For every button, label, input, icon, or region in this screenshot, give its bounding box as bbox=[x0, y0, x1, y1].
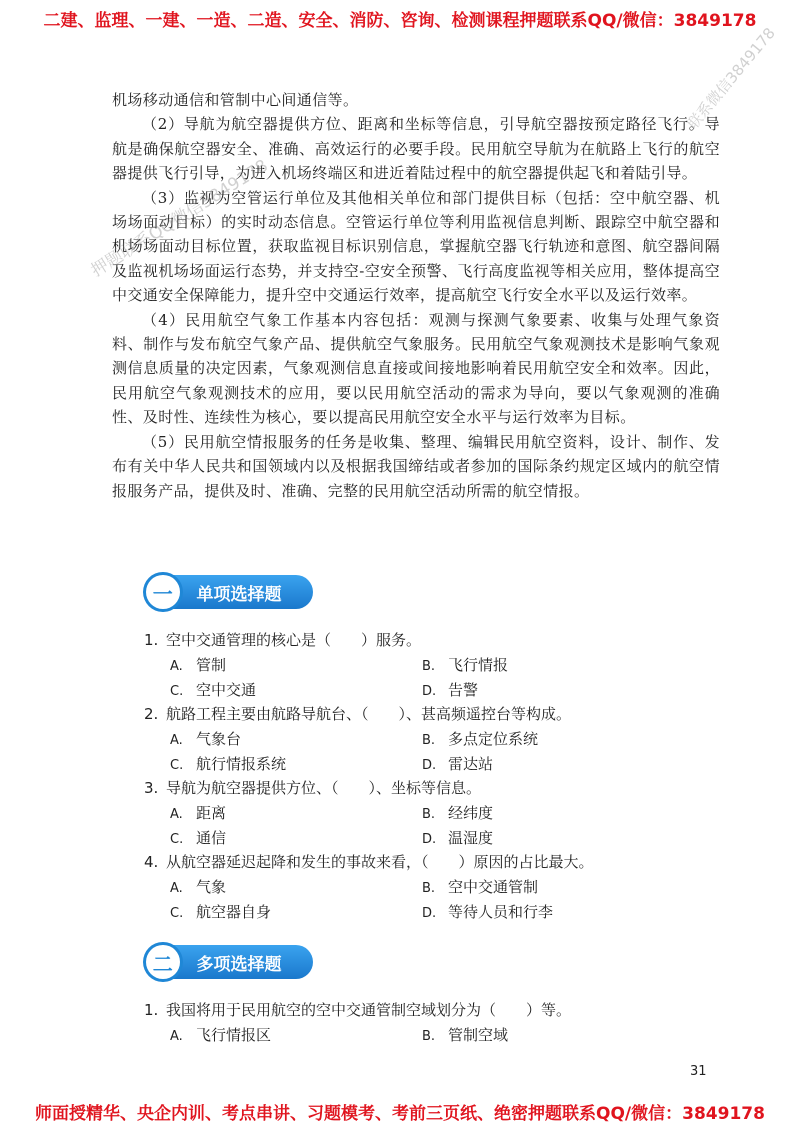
section-title: 多项选择题 bbox=[169, 945, 313, 979]
option bbox=[170, 727, 422, 754]
option-letter: B. bbox=[422, 1029, 436, 1044]
option-letter: B. bbox=[422, 807, 436, 822]
option-text: 等待人员和行李 bbox=[448, 902, 554, 921]
option-letter: C. bbox=[170, 831, 184, 847]
option bbox=[170, 801, 422, 828]
option bbox=[422, 678, 674, 705]
option-row bbox=[144, 727, 724, 752]
paragraph-surveillance: （3）监视为空管运行单位及其他相关单位和部门提供目标（包括：空中航空器、机场场面动目标）的实时动态信息。空管运行单位等利用监视信息判断、跟踪空中航空器和机场场面动目标位置，获取监视目标识别信息，掌握航空器飞行轨迹和意图、航空器间隔及监视机场场面运行态势，并支持空-空安全预警、飞行高度监视等相关应用，整体提高空中交通安全保障能力，提升空中交通运行效率，提高航空飞行安全水平以及运行效率。 bbox=[112, 188, 720, 305]
option-letter: A. bbox=[170, 733, 183, 748]
option-text: 距离 bbox=[196, 804, 227, 822]
option-text: 雷达站 bbox=[448, 754, 494, 773]
paragraph-continued: 机场移动通信和管制中心间通信等。 bbox=[112, 91, 359, 109]
option-letter: C. bbox=[170, 757, 184, 773]
option-letter: A. bbox=[170, 807, 183, 822]
watermark: 押题联系QQ微信3849178 bbox=[87, 155, 272, 282]
option bbox=[422, 653, 674, 680]
option-text: 飞行情报 bbox=[448, 656, 509, 674]
paragraph-meteorology: （4）民用航空气象工作基本内容包括：观测与探测气象要素、收集与处理气象资料、制作与发布航空气象产品、提供航空气象服务。民用航空气象观测技术是影响气象观测信息质量的决定因素，气象观测信息直接或间接地影响着民用航空安全和效率。因此，民用航空气象观测技术的应用，要以民用航空活动的需求为导向，要以气象观测的准确性、及时性、连续性为核心，要以提高民用航空安全水平与运行效率为目标。 bbox=[112, 310, 720, 427]
option-text: 飞行情报区 bbox=[196, 1026, 272, 1044]
option-letter: D. bbox=[422, 757, 437, 773]
option-text: 空中交通管制 bbox=[448, 878, 539, 896]
question-text: 空中交通管理的核心是（ ）服务。 bbox=[166, 631, 422, 649]
option-text: 经纬度 bbox=[448, 804, 494, 822]
option-text: 气象台 bbox=[196, 730, 242, 748]
option-row bbox=[144, 801, 724, 826]
option-row bbox=[144, 1023, 724, 1048]
paragraph-navigation: （2）导航为航空器提供方位、距离和坐标等信息，引导航空器按预定路径飞行。导航是确保航空器安全、准确、高效运行的必要手段。民用航空导航为在航路上飞行的航空器提供飞行引导，为进入机场终端区和进近着陆过程中的航空器提供起飞和着陆引导。 bbox=[112, 115, 720, 183]
question-number: 1. bbox=[144, 631, 159, 649]
option-text: 温湿度 bbox=[448, 828, 494, 847]
option-letter: D. bbox=[422, 683, 437, 699]
option-text: 告警 bbox=[448, 680, 479, 699]
option-letter: A. bbox=[170, 881, 183, 896]
section-multiple-choice-header bbox=[143, 944, 313, 980]
question-number: 3. bbox=[144, 779, 159, 797]
option bbox=[170, 875, 422, 902]
question bbox=[144, 628, 724, 653]
question-number: 2. bbox=[144, 705, 159, 723]
watermark: 联系微信3849178 bbox=[683, 24, 779, 133]
question-text: 从航空器延迟起降和发生的事故来看，（ ）原因的占比最大。 bbox=[166, 853, 594, 871]
option bbox=[170, 752, 422, 779]
option-text: 航空器自身 bbox=[196, 902, 272, 921]
option-letter: C. bbox=[170, 905, 184, 921]
question bbox=[144, 998, 724, 1023]
bottom-banner: 师面授精华、央企内训、考点串讲、习题模考、考前三页纸、绝密押题联系QQ/微信：3849178 bbox=[35, 1104, 765, 1124]
single-choice-questions bbox=[144, 628, 724, 924]
section-single-choice-header bbox=[143, 574, 313, 610]
multiple-choice-questions bbox=[144, 998, 724, 1048]
option bbox=[422, 801, 674, 828]
option bbox=[170, 1023, 422, 1050]
question-number: 4. bbox=[144, 853, 159, 871]
section-number-badge: 一 bbox=[143, 572, 183, 612]
page-number: 31 bbox=[690, 1064, 707, 1079]
option bbox=[422, 900, 674, 927]
option-letter: A. bbox=[170, 1029, 183, 1044]
option-letter: B. bbox=[422, 881, 436, 896]
option bbox=[422, 752, 674, 779]
top-banner: 二建、监理、一建、一造、二造、安全、消防、咨询、检测课程押题联系QQ/微信：3849178 bbox=[43, 11, 757, 31]
option-row bbox=[144, 653, 724, 678]
option-letter: D. bbox=[422, 905, 437, 921]
option-row bbox=[144, 875, 724, 900]
option-row bbox=[144, 900, 724, 925]
question-text: 我国将用于民用航空的空中交通管制空域划分为（ ）等。 bbox=[166, 1001, 572, 1019]
body-text bbox=[112, 88, 720, 503]
option-text: 气象 bbox=[196, 878, 227, 896]
option-letter: B. bbox=[422, 733, 436, 748]
option bbox=[422, 1023, 674, 1050]
section-title: 单项选择题 bbox=[169, 575, 313, 609]
option-text: 航行情报系统 bbox=[196, 754, 287, 773]
option-letter: A. bbox=[170, 659, 183, 674]
option bbox=[170, 900, 422, 927]
question-number: 1. bbox=[144, 1001, 159, 1019]
option-text: 管制 bbox=[196, 656, 227, 674]
option-letter: D. bbox=[422, 831, 437, 847]
section-number-badge: 二 bbox=[143, 942, 183, 982]
option-row bbox=[144, 752, 724, 777]
option-letter: C. bbox=[170, 683, 184, 699]
option-letter: B. bbox=[422, 659, 436, 674]
option-text: 管制空域 bbox=[448, 1026, 509, 1044]
question bbox=[144, 850, 724, 875]
option-row bbox=[144, 826, 724, 851]
question bbox=[144, 776, 724, 801]
option bbox=[422, 826, 674, 853]
option bbox=[170, 653, 422, 680]
option bbox=[170, 826, 422, 853]
question bbox=[144, 702, 724, 727]
option-row bbox=[144, 678, 724, 703]
option-text: 多点定位系统 bbox=[448, 730, 539, 748]
paragraph-information-service: （5）民用航空情报服务的任务是收集、整理、编辑民用航空资料，设计、制作、发布有关中华人民共和国领域内以及根据我国缔结或者参加的国际条约规定区域内的航空情报服务产品，提供及时、准确、完整的民用航空活动所需的航空情报。 bbox=[112, 432, 720, 500]
option-text: 空中交通 bbox=[196, 680, 257, 699]
option-text: 通信 bbox=[196, 828, 227, 847]
question-text: 导航为航空器提供方位、（ ）、坐标等信息。 bbox=[166, 779, 482, 797]
option bbox=[422, 727, 674, 754]
option bbox=[422, 875, 674, 902]
option bbox=[170, 678, 422, 705]
question-text: 航路工程主要由航路导航台、（ ）、甚高频遥控台等构成。 bbox=[166, 705, 572, 723]
